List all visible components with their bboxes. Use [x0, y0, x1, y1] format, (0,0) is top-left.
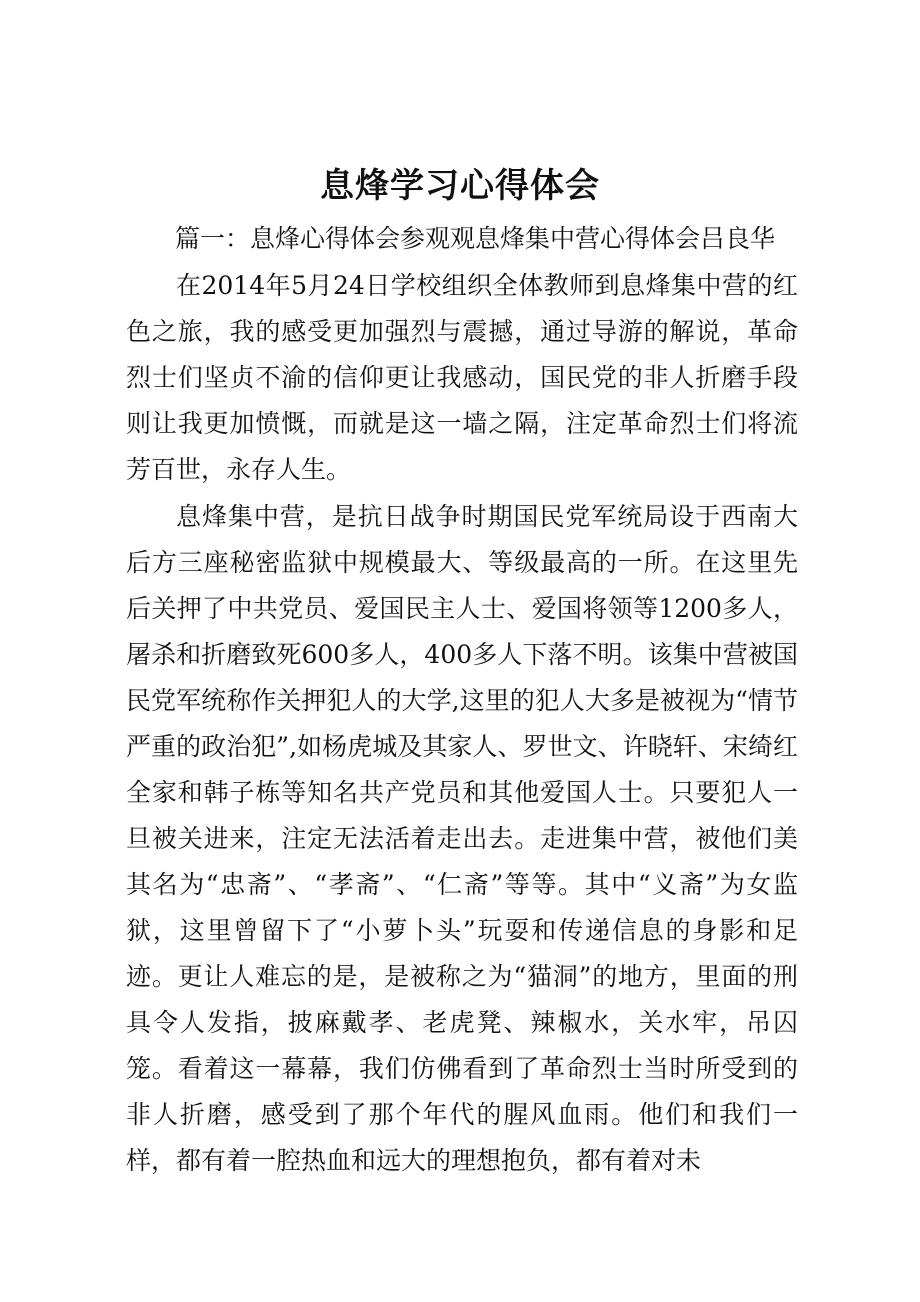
document-title: 息烽学习心得体会: [320, 166, 600, 206]
paragraph-1: 在2014年5月24日学校组织全体教师到息烽集中营的红色之旅，我的感受更加强烈与震撼，通过导游的解说，革命烈士们坚贞不渝的信仰更让我感动，国民党的非人折磨手段则让我更加愤慨，而就是这一墙之隔，注定革命烈士们将流芳百世，永存人生。: [126, 271, 798, 484]
paragraph-2: 息烽集中营，是抗日战争时期国民党军统局设于西南大后方三座秘密监狱中规模最大、等级最高的一所。在这里先后关押了中共党员、爱国民主人士、爱国将领等1200多人，屠杀和折磨致死600多人，400多人下落不明。该集中营被国民党军统称作关押犯人的大学,这里的犯人大多是被视为“情节严重的政治犯”,如杨虎城及其家人、罗世文、许晓轩、宋绮红全家和韩子栋等知名共产党员和其他爱国人士。只要犯人一旦被关进来，注定无法活着走出去。走进集中营，被他们美其名为“忠斋”、“孝斋”、“仁斋”等等。其中“义斋”为女监狱，这里曾留下了“小萝卜头”玩耍和传递信息的身影和足迹。更让人难忘的是，是被称之为“猫洞”的地方，里面的刑具令人发指，披麻戴孝、老虎凳、辣椒水，关水牢，吊囚笼。看着这一幕幕，我们仿佛看到了革命烈士当时所受到的非人折磨，感受到了那个年代的腥风血雨。他们和我们一样，都有着一腔热血和远大的理想抱负，都有着对未: [126, 502, 798, 1175]
document-subtitle: 篇一：息烽心得体会参观观息烽集中营心得体会吕良华: [175, 224, 776, 253]
